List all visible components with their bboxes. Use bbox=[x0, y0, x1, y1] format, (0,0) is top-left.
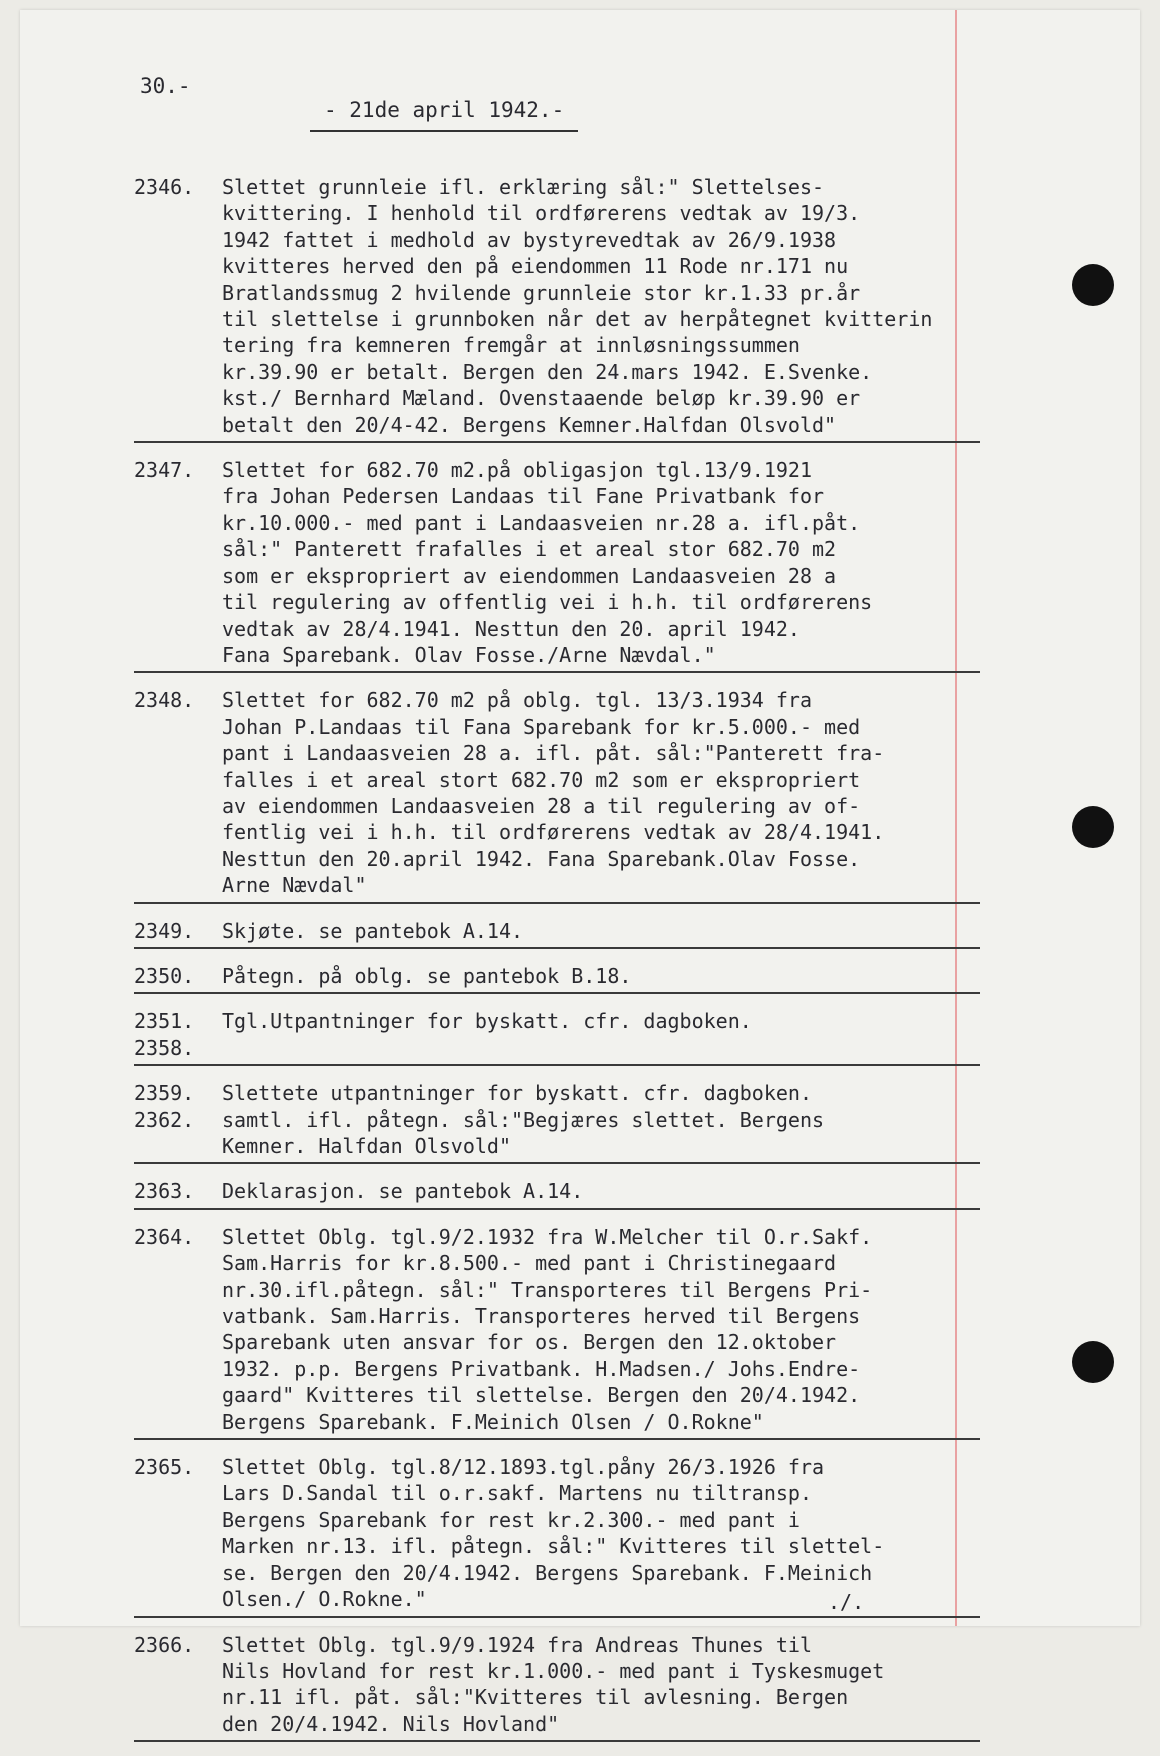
punch-hole-top bbox=[1072, 264, 1114, 306]
ledger-entry bbox=[134, 963, 980, 994]
entry-number: 2351. 2358. bbox=[134, 1009, 195, 1060]
entry-number: 2346. bbox=[134, 175, 195, 199]
ledger-entry bbox=[134, 918, 980, 949]
entry-text: Skjøte. se pantebok A.14. bbox=[222, 918, 524, 943]
entry-number: 2363. bbox=[134, 1179, 195, 1204]
entry-number: 2350. bbox=[134, 963, 195, 988]
entry-text: Slettet for 682.70 m2.på obligasjon tgl.13/9.1921 fra Johan Pedersen Landaas til Fane Privatbank for kr.10.000.- med pant i Landaasveien nr.28 a. ifl.påt. sål:" Panterett frafalles i et areal stor 682.70 m2 som er ekspropriert av eiendommen Landaasveien 28 a til regulering av offentlig vei i h.h. til ordførerens vedtak av 28/4.1941. Nesttun den 20. april 1942. Fana Sparebank. Olav Fosse./Arne Nævdal." bbox=[222, 458, 873, 667]
entry-number: 2348. bbox=[134, 688, 195, 713]
ledger-entry bbox=[134, 1632, 980, 1743]
date-header: - 21de april 1942.- bbox=[310, 98, 578, 132]
entry-text: Slettet grunnleie ifl. erklæring sål:" Slettelses- kvittering. I henhold til ordførerens vedtak av 19/3. 1942 fattet i medhold av bystyrevedtak av 26/9.1938 kvitteres herved den på eiendommen 11 Rode nr.171 nu Bratlandssmug 2 hvilende grunnleie stor kr.1.33 pr.år til slettelse i grunnboken når det av herpåtegnet kvitterin tering fra kemneren fremgår at innløsningssummen kr.39.90 er betalt. Bergen den 24.mars 1942. E.Svenke. kst./ Bernhard Mæland. Ovenstaaende beløp kr.39.90 er betalt den 20/4-42. Bergens Kemner.Halfdan Olsvold" bbox=[222, 175, 933, 437]
entry-text: Slettet Oblg. tgl.9/2.1932 fra W.Melcher til O.r.Sakf. Sam.Harris for kr.8.500.- med pant i Christinegaard nr.30.ifl.påtegn. sål:" Transporteres til Bergens Pri- vatbank. Sam.Harris. Transporteres herved til Bergens Sparebank uten ansvar for os. Bergen den 12.oktober 1932. p.p. Bergens Privatbank. H.Madsen./ Johs.Endre- gaard" Kvitteres til slettelse. Bergen den 20/4.1942. Bergens Sparebank. F.Meinich Olsen / O.Rokne" bbox=[222, 1224, 873, 1434]
page-number: 30.- bbox=[140, 74, 191, 98]
entry-number: 2359. 2362. bbox=[134, 1081, 195, 1132]
entry-text: Slettete utpantninger for byskatt. cfr. dagboken. samtl. ifl. påtegn. sål:"Begjæres slettet. Bergens Kemner. Halfdan Olsvold" bbox=[222, 1081, 825, 1158]
entry-number: 2366. bbox=[134, 1632, 195, 1657]
entry-number: 2347. bbox=[134, 458, 195, 483]
ledger-entry bbox=[134, 457, 980, 673]
closing-mark: ./. bbox=[828, 1590, 865, 1614]
ledger-entry bbox=[134, 1080, 980, 1164]
entry-text: Slettet Oblg. tgl.9/9.1924 fra Andreas Thunes til Nils Hovland for rest kr.1.000.- med pant i Tyskesmuget nr.11 ifl. påt. sål:"Kvitteres til avlesning. Bergen den 20/4.1942. Nils Hovland" bbox=[222, 1632, 885, 1736]
punch-hole-middle bbox=[1072, 806, 1114, 848]
entry-text: Påtegn. på oblg. se pantebok B.18. bbox=[222, 963, 632, 988]
entry-number: 2349. bbox=[134, 918, 195, 943]
ledger-page bbox=[20, 10, 1140, 1736]
ledger-entry bbox=[134, 1178, 980, 1209]
ledger-entry bbox=[134, 687, 980, 903]
ledger-entry bbox=[134, 174, 980, 443]
entry-number: 2365. bbox=[134, 1455, 195, 1480]
entry-text: Slettet Oblg. tgl.8/12.1893.tgl.påny 26/3.1926 fra Lars D.Sandal til o.r.sakf. Martens nu tiltransp. Bergens Sparebank for rest kr.2.300.- med pant i Marken nr.13. ifl. påtegn. sål:" Kvitteres til slettel- se. Bergen den 20/4.1942. Bergens Sparebank. F.Meinich Olsen./ O.Rokne." bbox=[222, 1455, 885, 1612]
ledger-entry bbox=[134, 1224, 980, 1440]
punch-hole-bottom bbox=[1072, 1341, 1114, 1383]
entry-text: Slettet for 682.70 m2 på oblg. tgl. 13/3.1934 fra Johan P.Landaas til Fana Sparebank for kr.5.000.- med pant i Landaasveien 28 a. ifl. påt. sål:"Panterett fra- falles i et areal stort 682.70 m2 som er ekspropriert av eiendommen Landaasveien 28 a til regulering av of- fentlig vei i h.h. til ordførerens vedtak av 28/4.1941. Nesttun den 20.april 1942. Fana Sparebank.Olav Fosse. Arne Nævdal" bbox=[222, 688, 885, 898]
entry-number: 2364. bbox=[134, 1224, 195, 1249]
entry-text: Tgl.Utpantninger for byskatt. cfr. dagboken. bbox=[222, 1009, 752, 1034]
entry-list bbox=[134, 174, 980, 1756]
entry-text: Deklarasjon. se pantebok A.14. bbox=[222, 1179, 584, 1204]
ledger-entry bbox=[134, 1008, 980, 1066]
